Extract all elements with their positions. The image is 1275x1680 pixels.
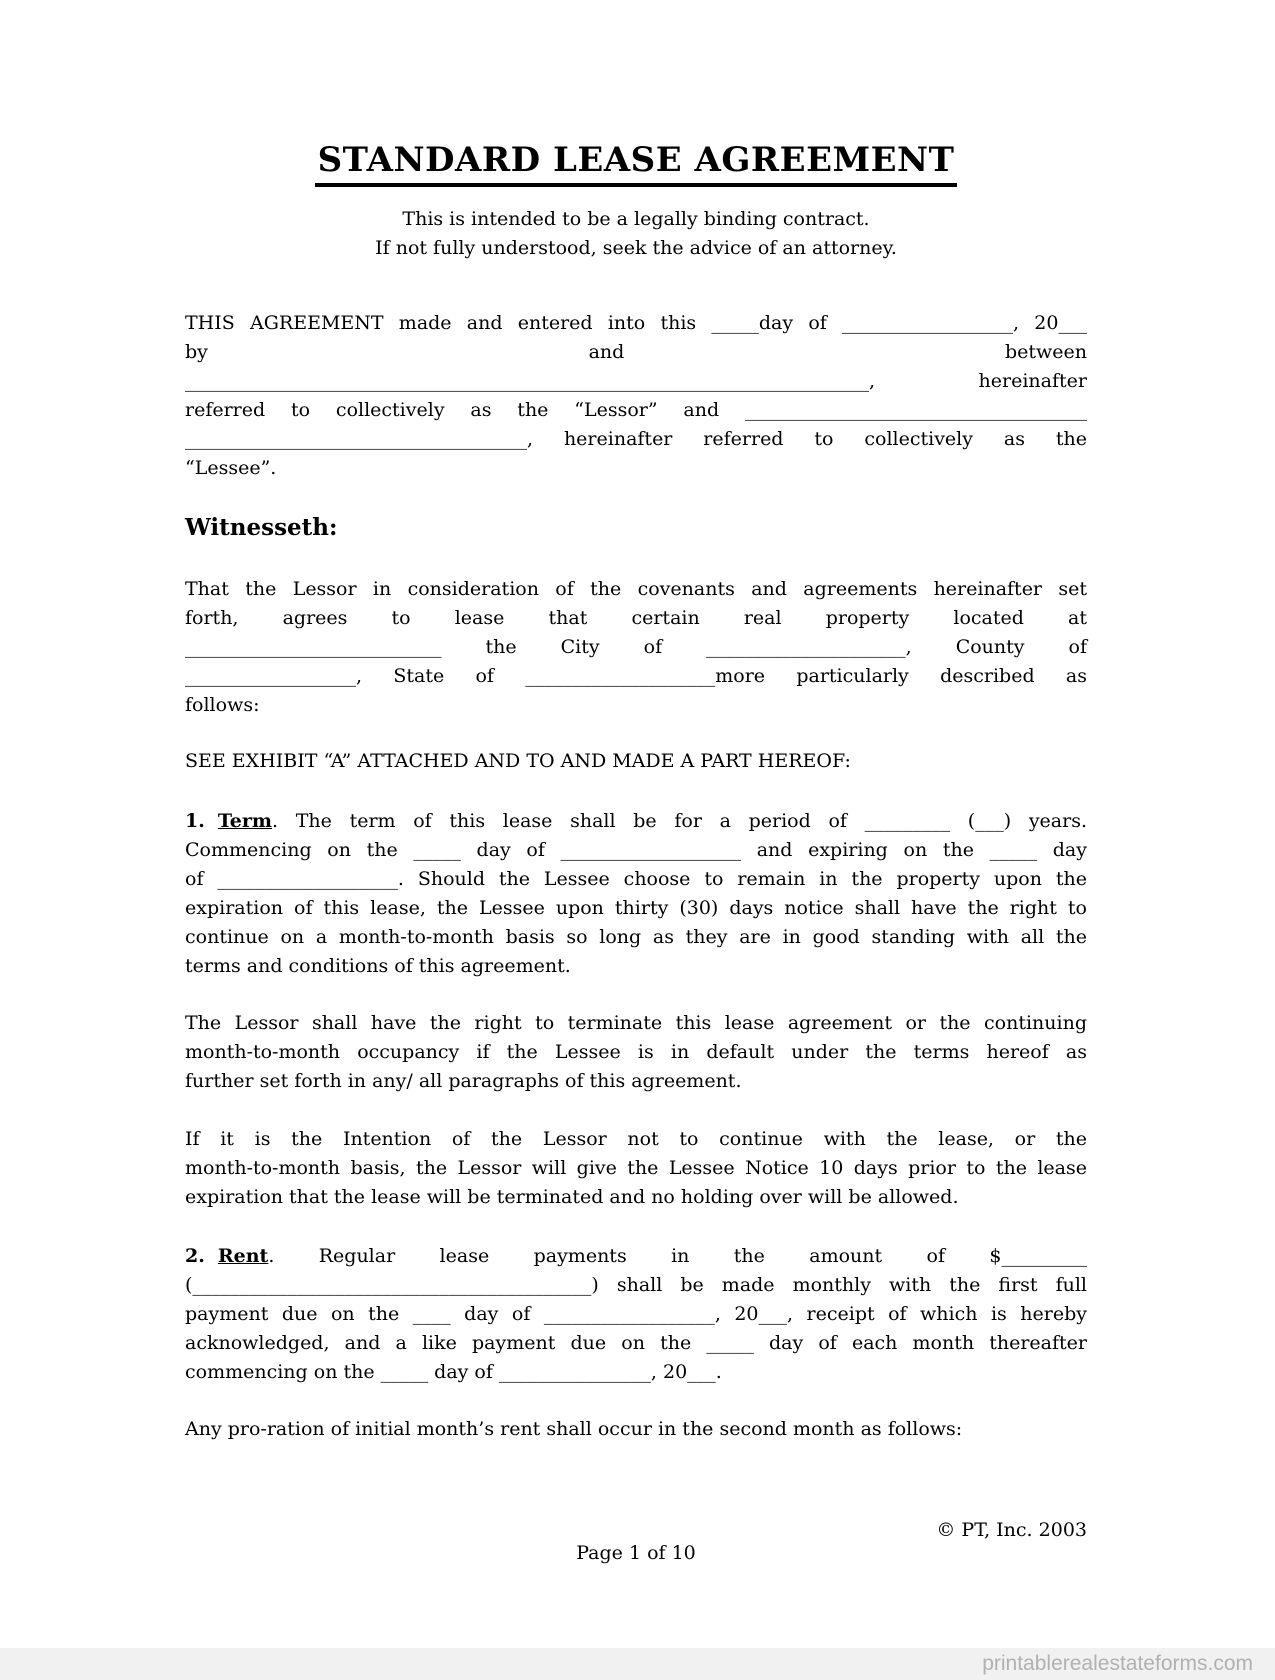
paragraph-line: continue on a month-to-month basis so long as they are in good standing with all the: [185, 926, 1087, 948]
section-text: . Regular lease payments in the amount of $_________: [268, 1245, 1087, 1267]
paragraph-line: That the Lessor in consideration of the covenants and agreements hereinafter set: [185, 578, 1087, 600]
paragraph-line: by and between: [185, 341, 1087, 363]
paragraph-line: month-to-month occupancy if the Lessee is in default under the terms hereof as: [185, 1041, 1087, 1063]
subtitle-line: This is intended to be a legally binding contract.: [402, 208, 870, 230]
paragraph-line: ________________________________________________________________________, hereinafter: [185, 370, 1087, 392]
paragraph-line: Any pro-ration of initial month’s rent shall occur in the second month as follows:: [185, 1418, 963, 1440]
footer-copyright: © PT, Inc. 2003: [936, 1519, 1087, 1541]
paragraph-line: ___________________________ the City of _____________________, County of: [185, 636, 1087, 658]
paragraph-line: SEE EXHIBIT “A” ATTACHED AND TO AND MADE A PART HEREOF:: [185, 750, 851, 772]
footer-page-number: Page 1 of 10: [576, 1542, 696, 1564]
section-rent: [185, 1242, 1087, 1387]
watermark-text: printablerealestateforms.com: [982, 1652, 1253, 1675]
section-number: 1.: [185, 810, 205, 832]
paragraph-line: The Lessor shall have the right to terminate this lease agreement or the continuing: [185, 1012, 1087, 1034]
document-title: STANDARD LEASE AGREEMENT: [315, 140, 958, 187]
paragraph-line: of ___________________. Should the Lessee choose to remain in the property upon the: [185, 868, 1087, 890]
section-number: 2.: [185, 1245, 205, 1267]
subtitle-line: If not fully understood, seek the advice of an attorney.: [375, 237, 897, 259]
paragraph-line: follows:: [185, 694, 260, 716]
section-term: [185, 807, 1087, 981]
section-heading-witnesseth: Witnesseth:: [185, 514, 338, 541]
paragraph-line: referred to collectively as the “Lessor” and ____________________________________: [185, 399, 1087, 421]
paragraph-line: If it is the Intention of the Lessor not to continue with the lease, or the: [185, 1128, 1087, 1150]
paragraph-line: [185, 807, 1087, 836]
subtitle: [185, 205, 1087, 263]
title-block: [185, 140, 1087, 187]
paragraph-line: expiration that the lease will be terminated and no holding over will be allowed.: [185, 1186, 959, 1208]
paragraph-line: __________________, State of ____________________more particularly described as: [185, 665, 1087, 687]
paragraph-line: acknowledged, and a like payment due on the _____ day of each month thereafter: [185, 1332, 1087, 1354]
paragraph-line: THIS AGREEMENT made and entered into this _____day of __________________, 20___: [185, 312, 1087, 334]
paragraph-line: [185, 1242, 1087, 1271]
term-paragraph-2: [185, 1009, 1087, 1096]
paragraph-line: Commencing on the _____ day of ___________________ and expiring on the _____ day: [185, 839, 1087, 861]
watermark-bar: [0, 1648, 1275, 1680]
paragraph-line: “Lessee”.: [185, 457, 277, 479]
intro-paragraph: [185, 309, 1087, 483]
section-text: . The term of this lease shall be for a period of _________ (___) years.: [272, 810, 1087, 832]
paragraph-line: payment due on the ____ day of __________________, 20___, receipt of which is hereby: [185, 1303, 1087, 1325]
exhibit-note: [185, 747, 1087, 776]
term-paragraph-3: [185, 1125, 1087, 1212]
paragraph-line: month-to-month basis, the Lessor will give the Lessee Notice 10 days prior to the lease: [185, 1157, 1087, 1179]
paragraph-line: (__________________________________________) shall be made monthly with the first full: [185, 1274, 1087, 1296]
section-label: Term: [217, 810, 273, 832]
proration-paragraph: [185, 1415, 1087, 1444]
witnesseth-paragraph: [185, 575, 1087, 720]
section-label: Rent: [217, 1245, 269, 1267]
paragraph-line: expiration of this lease, the Lessee upon thirty (30) days notice shall have the right to: [185, 897, 1087, 919]
paragraph-line: ____________________________________, hereinafter referred to collectively as the: [185, 428, 1087, 450]
paragraph-line: further set forth in any/ all paragraphs of this agreement.: [185, 1070, 742, 1092]
paragraph-line: terms and conditions of this agreement.: [185, 955, 571, 977]
paragraph-line: commencing on the _____ day of ________________, 20___.: [185, 1361, 722, 1383]
paragraph-line: forth, agrees to lease that certain real property located at: [185, 607, 1087, 629]
